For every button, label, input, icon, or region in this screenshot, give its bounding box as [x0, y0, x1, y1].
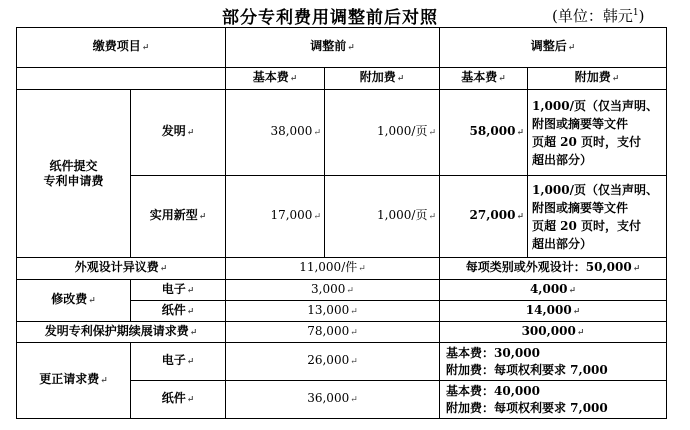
extension-after-text: 300,000 — [521, 323, 576, 338]
correction-electronic-after-line2: 附加费：每项权利要求 7,000 — [446, 362, 608, 377]
invention-after-add-line2: 附图或摘要等文件 — [532, 116, 629, 131]
header-before: 调整前↵ — [226, 28, 440, 68]
amend-electronic-label-text: 电子 — [161, 281, 186, 296]
utility-after-add-line1: 1,000/页（仅当声明、 — [532, 182, 658, 197]
amend-paper-before-text: 13,000 — [307, 302, 350, 317]
correction-paper-before-text: 36,000 — [307, 391, 350, 405]
utility-after-additional — [528, 176, 667, 258]
amend-electronic-after: 4,000↵ — [440, 280, 667, 301]
amendment-label-text: 修改费 — [51, 292, 88, 306]
header-item-text: 缴费项目 — [92, 39, 141, 53]
subheader-blank — [17, 68, 226, 90]
correction-paper-before: 36,000↵ — [226, 381, 440, 419]
paper-apply-label-line1: 纸件提交 — [49, 158, 98, 173]
invention-after-basic-text: 58,000 — [469, 124, 516, 138]
table-row-design-objection — [17, 258, 667, 280]
utility-after-add-line4: 超出部分） — [532, 236, 593, 251]
invention-before-basic-text: 38,000 — [270, 124, 313, 138]
invention-after-add-line4: 超出部分） — [532, 152, 593, 167]
header-after: 调整后↵ — [440, 28, 667, 68]
table-row-extension — [17, 322, 667, 343]
correction-paper-after — [440, 381, 667, 419]
invention-before-additional: 1,000/页↵ — [325, 90, 440, 176]
amend-paper-after: 14,000↵ — [440, 301, 667, 322]
invention-after-basic: 58,000↵ — [440, 90, 528, 176]
correction-label: 更正请求费↵ — [17, 343, 131, 419]
subheader-after-additional-text: 附加费 — [574, 70, 611, 84]
subheader-after-additional: 附加费↵ — [528, 68, 667, 90]
amend-paper-before: 13,000↵ — [226, 301, 440, 322]
extension-before: 78,000↵ — [226, 322, 440, 343]
subheader-before-basic-text: 基本费 — [252, 70, 289, 84]
subheader-before-additional-text: 附加费 — [359, 70, 396, 84]
table-row-amend-electronic — [17, 280, 667, 301]
correction-paper-after-line1: 基本费：40,000 — [446, 383, 540, 398]
extension-before-text: 78,000 — [307, 323, 350, 338]
design-objection-before-text: 11,000/件 — [299, 260, 358, 274]
utility-before-basic: 17,000↵ — [226, 176, 325, 258]
table-row-invention — [17, 90, 667, 176]
design-objection-before: 11,000/件↵ — [226, 258, 440, 280]
correction-electronic-after-line1: 基本费：30,000 — [446, 345, 540, 360]
design-objection-label: 外观设计异议费↵ — [17, 258, 226, 280]
invention-after-add-line3: 页超 20 页时，支付 — [532, 134, 642, 149]
extension-after: 300,000↵ — [440, 322, 667, 343]
correction-electronic-label-text: 电子 — [161, 353, 186, 367]
extension-label-text: 发明专利保护期续展请求费 — [44, 323, 189, 338]
invention-after-add-line1: 1,000/页（仅当声明、 — [532, 98, 658, 113]
subheader-after-basic: 基本费↵ — [440, 68, 528, 90]
correction-electronic-before-text: 26,000 — [307, 353, 350, 367]
paper-apply-label — [17, 90, 131, 258]
invention-after-additional — [528, 90, 667, 176]
paper-apply-label-line2: 专利申请费 — [43, 173, 104, 188]
unit-note-close: ) — [638, 7, 645, 25]
subheader-before-additional: 附加费↵ — [325, 68, 440, 90]
utility-label-text: 实用新型 — [149, 208, 198, 222]
utility-after-add-line3: 页超 20 页时，支付 — [532, 218, 642, 233]
correction-electronic-label: 电子↵ — [131, 343, 226, 381]
table-row-correction-electronic — [17, 343, 667, 381]
amend-paper-after-text: 14,000 — [525, 302, 572, 317]
document-title-bar — [0, 3, 690, 28]
correction-label-text: 更正请求费 — [39, 372, 100, 386]
correction-paper-label-text: 纸件 — [161, 391, 186, 405]
amend-paper-label: 纸件↵ — [131, 301, 226, 322]
design-objection-after-text: 每项类别或外观设计：50,000 — [465, 260, 632, 274]
correction-electronic-before: 26,000↵ — [226, 343, 440, 381]
header-before-text: 调整前 — [310, 39, 347, 53]
invention-label-text: 发明 — [161, 124, 186, 138]
invention-before-additional-text: 1,000/页 — [377, 124, 428, 138]
correction-paper-label: 纸件↵ — [131, 381, 226, 419]
utility-before-additional: 1,000/页↵ — [325, 176, 440, 258]
amend-electronic-before-text: 3,000 — [311, 281, 346, 296]
utility-before-additional-text: 1,000/页 — [377, 208, 428, 222]
correction-electronic-after — [440, 343, 667, 381]
table-header-row — [17, 28, 667, 68]
amend-electronic-label: 电子↵ — [131, 280, 226, 301]
utility-after-basic-text: 27,000 — [469, 208, 516, 222]
design-objection-label-text: 外观设计异议费 — [74, 260, 159, 274]
invention-before-basic: 38,000↵ — [226, 90, 325, 176]
document-title: 部分专利费用调整前后对照 — [222, 8, 438, 28]
subheader-after-basic-text: 基本费 — [461, 70, 498, 84]
utility-after-add-line2: 附图或摘要等文件 — [532, 200, 629, 215]
amend-electronic-after-text: 4,000 — [529, 281, 568, 296]
header-after-text: 调整后 — [530, 39, 567, 53]
correction-paper-after-line2: 附加费：每项权利要求 7,000 — [446, 400, 608, 415]
utility-label: 实用新型↵ — [131, 176, 226, 258]
amendment-label: 修改费↵ — [17, 280, 131, 322]
utility-before-basic-text: 17,000 — [270, 208, 313, 222]
fee-comparison-table — [16, 27, 667, 419]
table-subheader-row — [17, 68, 667, 90]
utility-after-basic: 27,000↵ — [440, 176, 528, 258]
unit-note-text: (单位：韩元 — [552, 7, 633, 25]
design-objection-after: 每项类别或外观设计：50,000↵ — [440, 258, 667, 280]
unit-note — [552, 5, 644, 26]
extension-label: 发明专利保护期续展请求费↵ — [17, 322, 226, 343]
subheader-before-basic: 基本费↵ — [226, 68, 325, 90]
header-item: 缴费项目↵ — [17, 28, 226, 68]
amend-electronic-before: 3,000↵ — [226, 280, 440, 301]
invention-label: 发明↵ — [131, 90, 226, 176]
amend-paper-label-text: 纸件 — [161, 302, 186, 317]
unit-footnote-mark: 1 — [632, 8, 639, 18]
